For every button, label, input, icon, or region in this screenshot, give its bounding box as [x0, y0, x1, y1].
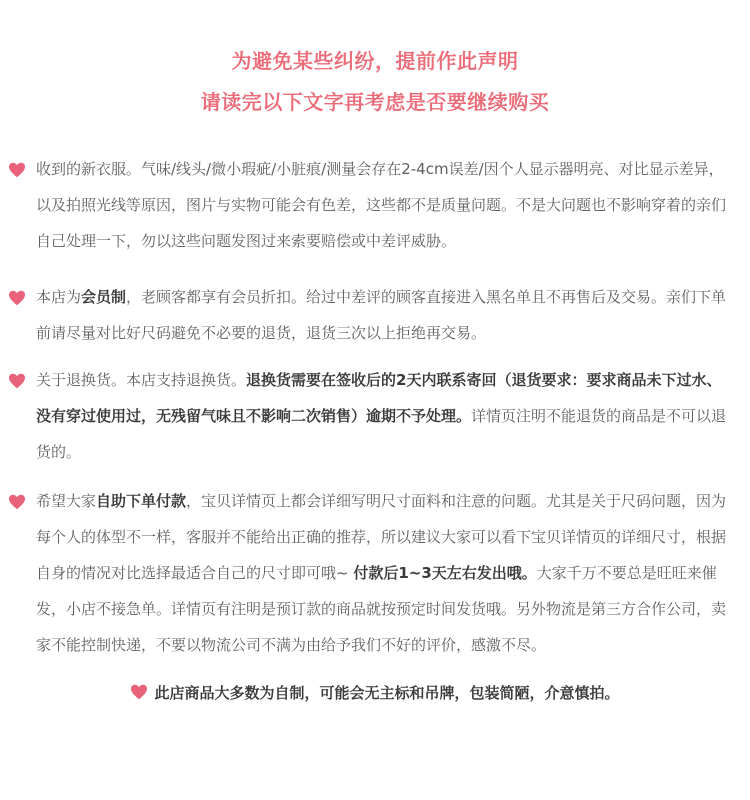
- footer-note: [0, 675, 750, 711]
- notice-section-membership: [0, 279, 750, 351]
- heart-icon: [8, 373, 26, 389]
- notice-section-quality: [0, 151, 750, 259]
- section-text-emphasis: 付款后1~3天左右发出哦。: [353, 564, 537, 582]
- heart-icon: [8, 494, 26, 510]
- section-text: 详情页注明不能退货的商品是不可以退货的。: [36, 407, 727, 461]
- section-text-emphasis: 退换货需要在签收后的2天内联系寄回（退货要求：要求商品未下过水、没有穿过使用过，无残留气味且不影响二次销售）逾期不予处理。: [36, 371, 722, 425]
- notice-section-returns: [0, 362, 750, 470]
- heart-icon: [8, 162, 26, 178]
- section-text: ，老顾客都享有会员折扣。给过中差评的顾客直接进入黑名单且不再售后及交易。亲们下单前请尽量对比好尺码避免不必要的退货，退货三次以上拒绝再交易。: [36, 288, 727, 342]
- notice-section-ordering: [0, 483, 750, 663]
- section-text-emphasis: 自助下单付款: [96, 492, 187, 510]
- heart-icon: [8, 290, 26, 306]
- section-text-emphasis: 会员制: [81, 288, 127, 306]
- section-text: 收到的新衣服。气味/线头/微小瑕疵/小脏痕/测量会存在2-4cm误差/因个人显示器明亮、对比显示差异，以及拍照光线等原因，图片与实物可能会有色差，这些都不是质量问题。不是大问题也不影响穿着的亲们自己处理一下，勿以这些问题发图过来索要赔偿或中差评威胁。: [36, 160, 727, 250]
- section-text: ，宝贝详情页上都会详细写明尺寸面料和注意的问题。尤其是关于尺码问题，因为每个人的体型不一样，客服并不能给出正确的推荐，所以建议大家可以看下宝贝详情页的详细尺寸，根据自身的情况对比选择最适合自己的尺寸即可哦~: [36, 492, 727, 582]
- heart-icon: [130, 684, 148, 700]
- section-text: 大家千万不要总是旺旺来催发，小店不接急单。详情页有注明是预订款的商品就按预定时间发货哦。另外物流是第三方合作公司，卖家不能控制快递，不要以物流公司不满为由给予我们不好的评价，感激不尽。: [36, 564, 727, 654]
- section-text: 希望大家: [36, 492, 97, 510]
- page-subtitle: 请读完以下文字再考虑是否要继续购买: [200, 90, 550, 114]
- footer-note-text: 此店商品大多数为自制，可能会无主标和吊牌，包装简陋，介意慎拍。: [154, 684, 620, 702]
- section-text: 关于退换货。本店支持退换货。: [36, 371, 247, 389]
- section-text: 本店为: [36, 288, 82, 306]
- page-title: 为避免某些纠纷，提前作此声明: [231, 49, 519, 73]
